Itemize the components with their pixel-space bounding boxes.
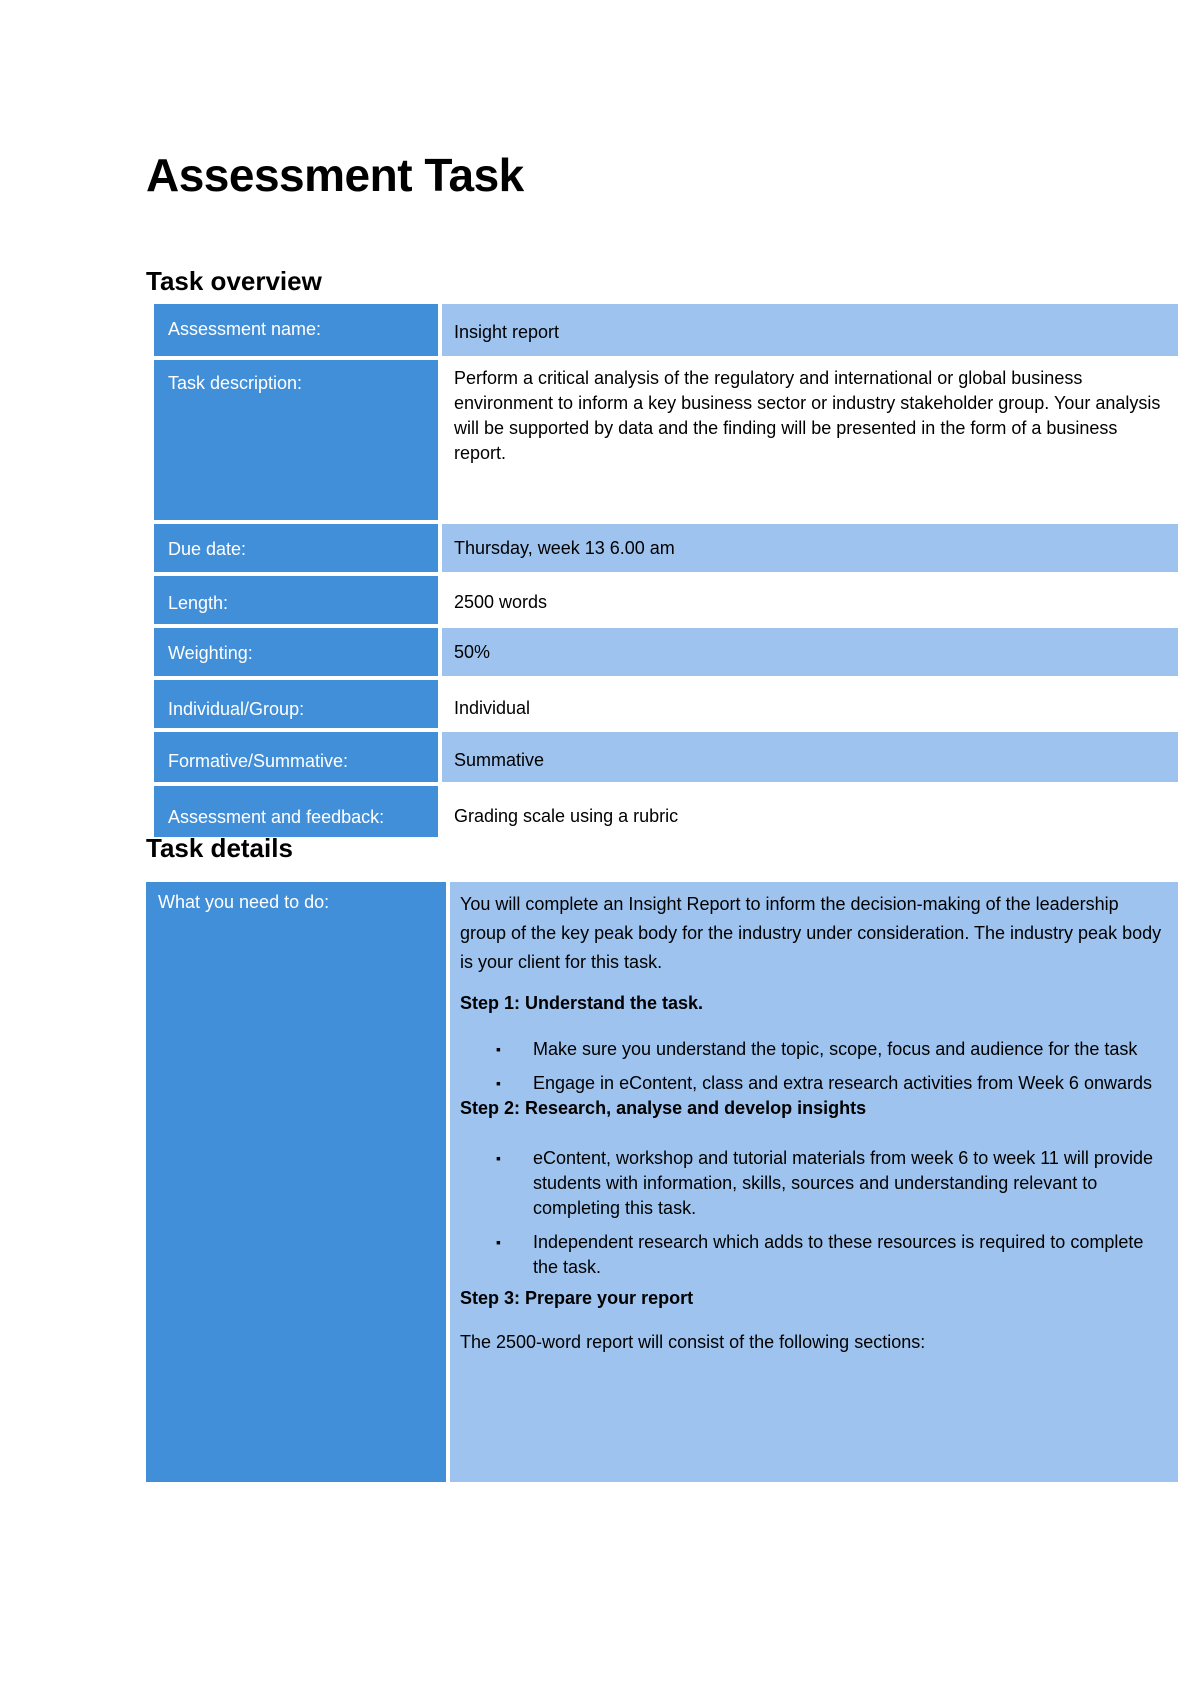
row-value: Grading scale using a rubric [442, 786, 1178, 837]
list-item: ▪ eContent, workshop and tutorial materials from week 6 to week 11 will provide students with information, skills, sources and understanding relevant to completing this task. [496, 1148, 1153, 1218]
list-item: ▪ Independent research which adds to these resources is required to complete the task. [496, 1232, 1144, 1277]
step-1-heading: Step 1: Understand the task. [460, 993, 704, 1013]
row-label: Assessment and feedback: [154, 786, 438, 837]
row-value: 2500 words [442, 576, 1178, 624]
table-row-length [154, 576, 1178, 624]
row-value: 50% [442, 628, 1178, 676]
bullet-icon: ▪ [496, 1041, 501, 1057]
list-item: ▪ Engage in eContent, class and extra research activities from Week 6 onwards [460, 1071, 1168, 1096]
task-details-table [146, 882, 1178, 1482]
table-row-assessment-feedback [154, 786, 1178, 837]
details-intro: You will complete an Insight Report to inform the decision-making of the leadership group of the key peak body for the industry under consideration. The industry peak body is your client for this task. [460, 894, 1162, 972]
step-1-list [460, 1037, 1168, 1096]
task-overview-table [154, 304, 1178, 841]
bullet-icon: ▪ [496, 1075, 501, 1091]
row-label: Assessment name: [154, 304, 438, 356]
row-label: Formative/Summative: [154, 732, 438, 782]
row-label: Length: [154, 576, 438, 624]
page-title: Assessment Task [146, 149, 524, 201]
list-item: ▪ Make sure you understand the topic, scope, focus and audience for the task [460, 1037, 1168, 1062]
table-row-formative-summative [154, 732, 1178, 782]
task-details-heading: Task details [146, 833, 293, 863]
step-3-text: The 2500-word report will consist of the following sections: [460, 1332, 926, 1352]
step-3-heading: Step 3: Prepare your report [460, 1288, 694, 1308]
row-label: Individual/Group: [154, 680, 438, 728]
task-details-content [450, 882, 1178, 1482]
table-row-assessment-name [154, 304, 1178, 356]
table-row-task-description [154, 360, 1178, 520]
task-overview-heading: Task overview [146, 266, 322, 296]
what-you-need-to-do-label: What you need to do: [146, 882, 446, 1482]
row-value: Thursday, week 13 6.00 am [442, 524, 1178, 572]
row-label: Weighting: [154, 628, 438, 676]
table-row-individual-group [154, 680, 1178, 728]
table-row-due-date [154, 524, 1178, 572]
bullet-icon: ▪ [496, 1150, 501, 1166]
row-value: Insight report [442, 304, 1178, 356]
row-label: Task description: [154, 360, 438, 520]
step-2-heading: Step 2: Research, analyse and develop insights [460, 1098, 867, 1118]
row-value: Perform a critical analysis of the regulatory and international or global business environment to inform a key business sector or industry stakeholder group. Your analysis will be supported by data and the finding will be presented in the form of a business report. [442, 360, 1178, 520]
row-value: Individual [442, 680, 1178, 728]
row-value: Summative [442, 732, 1178, 782]
bullet-icon: ▪ [496, 1234, 501, 1250]
row-label: Due date: [154, 524, 438, 572]
step-2-list [460, 1146, 1168, 1280]
table-row-weighting [154, 628, 1178, 676]
